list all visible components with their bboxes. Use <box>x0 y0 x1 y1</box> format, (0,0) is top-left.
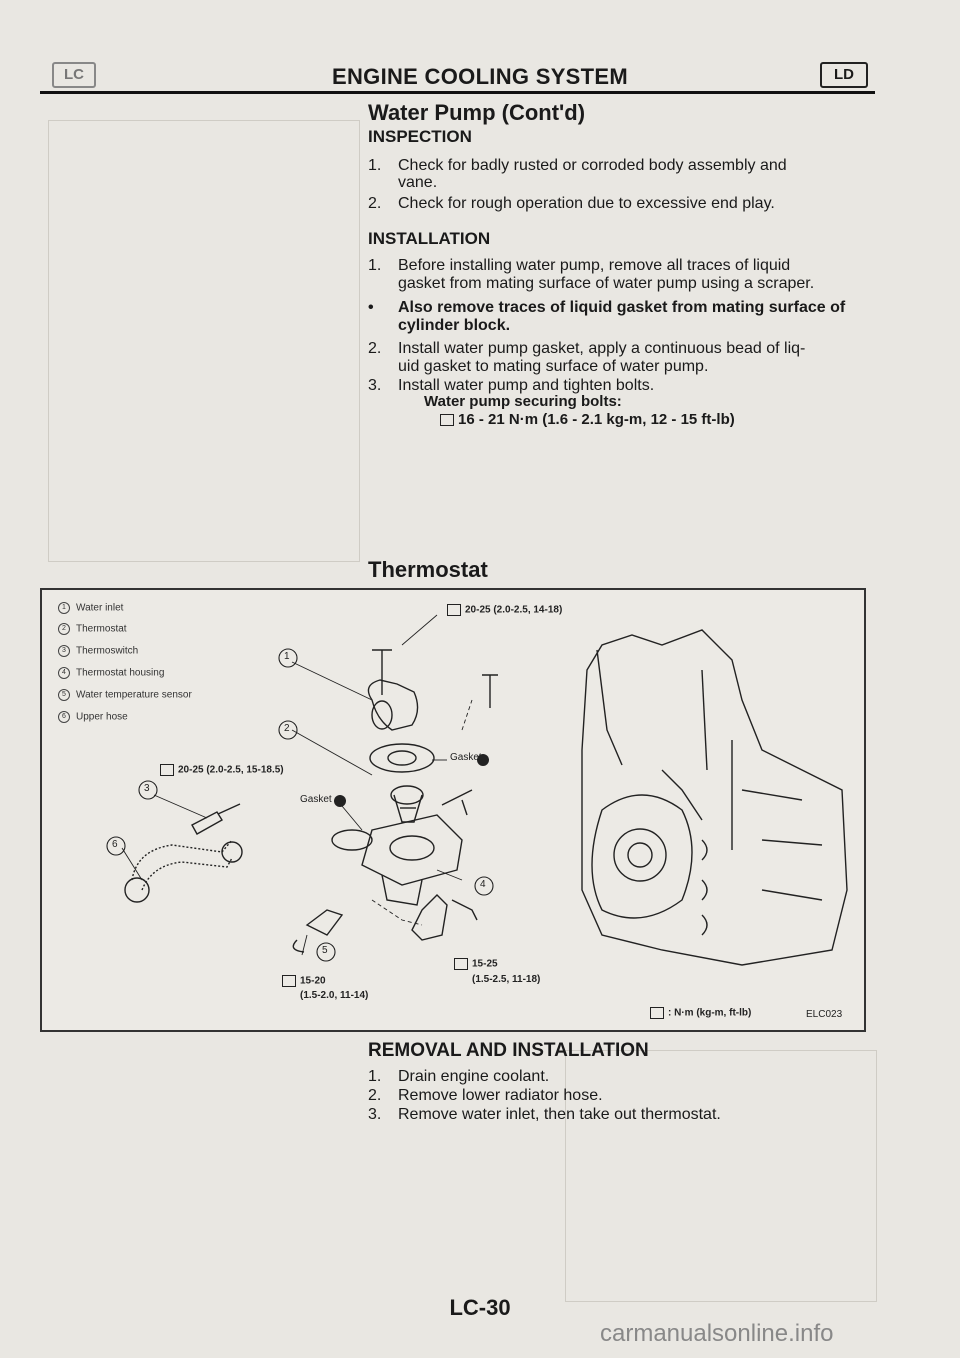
installation-step-2: 2. Install water pump gasket, apply a continuous bead of liq- uid gasket to mating surface of water pump. <box>368 340 806 375</box>
thermostat-heading: Thermostat <box>368 557 488 582</box>
thermoswitch-drawing <box>192 804 240 834</box>
installation-step-1: 1. Before installing water pump, remove all traces of liquid gasket from mating surface of water pump using a scraper. <box>368 257 815 292</box>
lower-gasket-drawing <box>332 830 372 850</box>
callout-2: 2 <box>284 723 290 734</box>
legend-item-6: 6 Upper hose <box>58 711 128 723</box>
torque-icon <box>447 604 461 616</box>
spec-label: Water pump securing bolts: <box>424 393 622 410</box>
page-header-title: ENGINE COOLING SYSTEM <box>332 64 628 89</box>
gasket-label-2: Gasket <box>300 794 332 805</box>
page-number: LC-30 <box>449 1295 511 1320</box>
torque-icon <box>650 1007 664 1019</box>
upper-gasket-drawing <box>370 744 434 772</box>
torque-icon <box>454 958 468 970</box>
engine-block-drawing <box>582 630 847 965</box>
inspection-step-2: 2. Check for rough operation due to excessive end play. <box>368 195 775 212</box>
torque-icon <box>282 975 296 987</box>
header-section-box: LC <box>52 62 96 88</box>
torque-icon <box>160 764 174 776</box>
inspection-step-1: 1. Check for badly rusted or corroded body assembly and vane. <box>368 157 787 191</box>
installation-bullet-note: • Also remove traces of liquid gasket from mating surface of cylinder block. <box>368 299 846 334</box>
upper-hose-drawing <box>125 840 242 902</box>
legend-item-5: 5 Water temperature sensor <box>58 689 192 701</box>
outlet-pipe-drawing <box>412 895 477 940</box>
gasket-label-1: Gasket <box>450 752 482 763</box>
callout-6: 6 <box>112 839 118 850</box>
thermostat-exploded-diagram <box>40 588 866 1032</box>
removal-heading: REMOVAL AND INSTALLATION <box>368 1040 649 1061</box>
header-rule <box>40 91 875 94</box>
header-engine-box: LD <box>820 62 868 88</box>
inspection-heading: INSPECTION <box>368 127 472 146</box>
removal-step-3: 3. Remove water inlet, then take out thermostat. <box>368 1106 721 1123</box>
thermostat-housing-drawing <box>362 790 472 905</box>
legend-item-2: 2 Thermostat <box>58 623 127 635</box>
torque-icon <box>440 414 454 426</box>
removal-step-1: 1. Drain engine coolant. <box>368 1068 550 1085</box>
legend-item-4: 4 Thermostat housing <box>58 667 164 679</box>
torque-label-bottom-left-units: (1.5-2.0, 11-14) <box>300 990 369 1001</box>
figure-code: ELC023 <box>806 1009 843 1020</box>
torque-label-top: 20-25 (2.0-2.5, 14-18) <box>447 604 562 616</box>
legend-item-1: 1 Water inlet <box>58 602 123 614</box>
exploded-view-drawing <box>42 590 864 1030</box>
callout-5: 5 <box>322 945 328 956</box>
callout-4: 4 <box>480 879 486 890</box>
water-inlet-drawing <box>368 650 498 730</box>
torque-label-bottom-right: 15-25 <box>454 958 498 970</box>
callout-1: 1 <box>284 651 290 662</box>
torque-unit-note: : N·m (kg-m, ft-lb) <box>650 1007 751 1019</box>
spec-value: 16 - 21 N·m (1.6 - 2.1 kg-m, 12 - 15 ft-lb) <box>440 411 735 428</box>
thermostat-valve-drawing <box>391 786 423 822</box>
torque-label-left: 20-25 (2.0-2.5, 15-18.5) <box>160 764 284 776</box>
callout-3: 3 <box>144 783 150 794</box>
bleed-through-box-1 <box>48 120 360 562</box>
legend-item-3: 3 Thermoswitch <box>58 645 138 657</box>
watermark: carmanualsonline.info <box>600 1320 834 1347</box>
water-temp-sensor-drawing <box>293 910 342 952</box>
torque-label-bottom-right-units: (1.5-2.5, 11-18) <box>472 974 541 985</box>
torque-label-bottom-left: 15-20 <box>282 975 326 987</box>
installation-step-3: 3. Install water pump and tighten bolts. <box>368 377 655 394</box>
removal-step-2: 2. Remove lower radiator hose. <box>368 1087 603 1104</box>
section-title: Water Pump (Cont'd) <box>368 100 586 125</box>
installation-heading: INSTALLATION <box>368 229 491 248</box>
